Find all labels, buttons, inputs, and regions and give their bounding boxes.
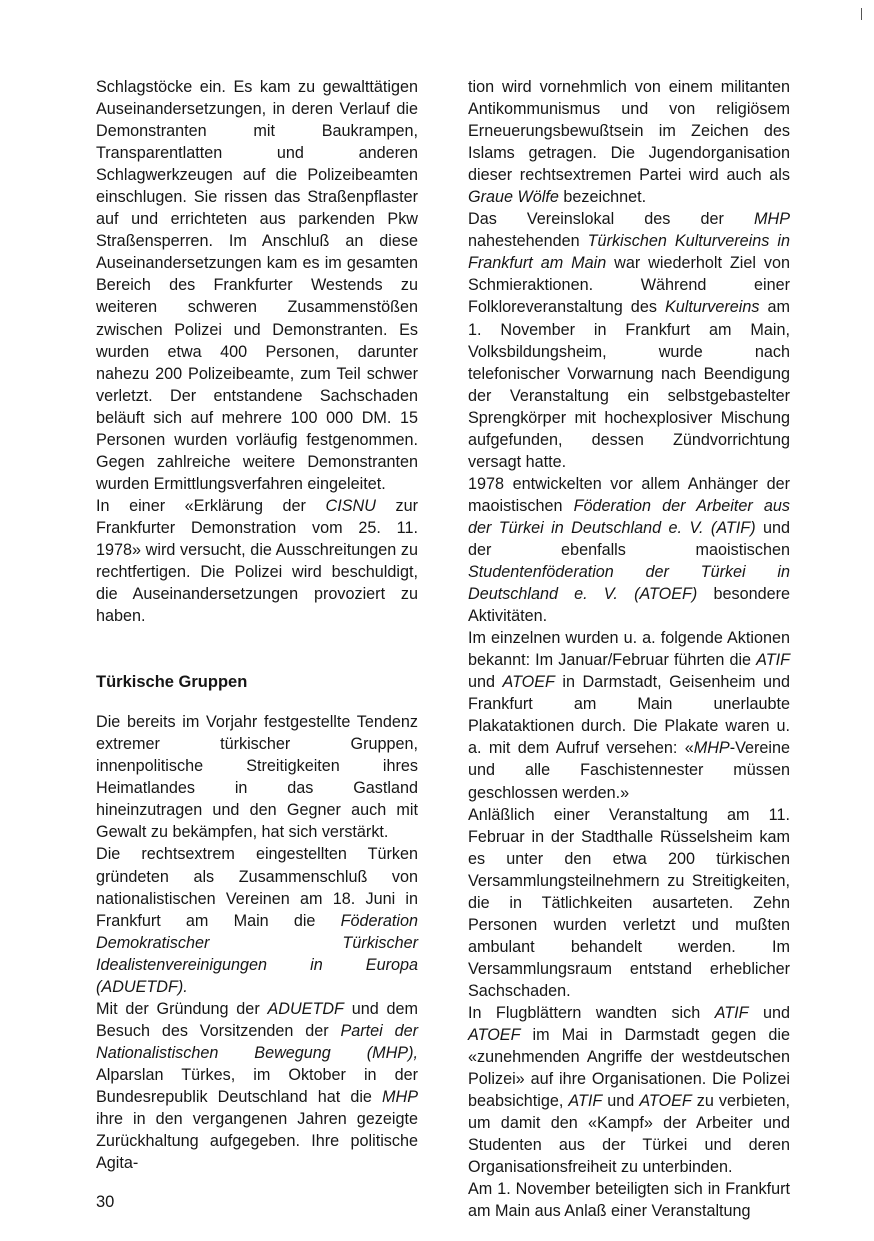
- right-column: [468, 76, 790, 1222]
- paragraph-flyers: In Flugblättern wandten sich ATIF und ATOEF im Mai in Darmstadt gegen die «zunehmenden Angriffe der westdeutschen Polizei» auf ihre Organisationen. Die Polizei beabsichtige, ATIF und ATOEF zu verbieten, um damit den «Kampf» der Arbeiter und Studenten aus der Türkei und deren Organisationsfreiheit zu unterbinden.: [468, 1003, 790, 1177]
- section-spacer: [96, 627, 418, 671]
- paragraph-cisnu-statement: In einer «Erklärung der CISNU zur Frankfurter Demonstration vom 25. 11. 1978» wird versucht, die Ausschreitungen zu rechtfertigen. Die Polizei wird beschuldigt, die Auseinandersetzungen provoziert zu haben.: [96, 496, 418, 626]
- paragraph-agitation: tion wird vornehmlich von einem militanten Antikommunismus und von religiösem Erneuerungsbewußtsein im Zeichen des Islams getragen. Die Jugendorganisation dieser rechtsextremen Partei wird auch als Graue Wölfe bezeichnet.: [468, 78, 790, 207]
- paragraph-aduetdf-founding: Die rechtsextrem eingestellten Türken gründeten als Zusammenschluß von nationalistischen Vereinen am 18. Juni in Frankfurt am Main die Föderation Demokratischer Türkischer Idealistenvereinigungen in Europa (ADUETDF).: [96, 845, 418, 996]
- paragraph-kulturverein: Das Vereinslokal des der MHP nahestehenden Türkischen Kulturvereins in Frankfurt am Main war wiederholt Ziel von Schmieraktionen. Während einer Folkloreveranstaltung des Kulturvereins am 1. November in Frankfurt am Main, Volksbildungsheim, wurde nach telefonischer Vorwarnung nach Beendigung der Veranstaltung ein selbstgebastelter Sprengkörper mit hochexplosiver Mischung aufgefunden, dessen Zündvorrichtung versagt hatte.: [468, 210, 790, 471]
- paragraph-mhp-visit: Mit der Gründung der ADUETDF und dem Besuch des Vorsitzenden der Partei der Nationalistischen Bewegung (MHP), Alparslan Türkes, im Oktober in der Bundesrepublik Deutschland hat die MHP ihre in den vergangenen Jahren gezeigte Zurückhaltung aufgegeben. Ihre politische Agita-: [96, 999, 418, 1173]
- heading-spacer: [96, 693, 418, 711]
- scan-edge-mark: [861, 8, 862, 20]
- paragraph-ruesselsheim: Anläßlich einer Veranstaltung am 11. Februar in der Stadthalle Rüsselsheim kam es unter den etwa 200 türkischen Versammlungsteilnehmern zu Streitigkeiten, die in Tätlichkeiten ausarteten. Zehn Personen wurden verletzt und mußten ambulant behandelt werden. Im Versammlungsraum entstand erheblicher Sachschaden.: [468, 805, 790, 1000]
- paragraph-november: Am 1. November beteiligten sich in Frankfurt am Main aus Anlaß einer Veranstaltung: [468, 1180, 790, 1221]
- paragraph-tendency: Die bereits im Vorjahr festgestellte Tendenz extremer türkischer Gruppen, innenpolitische Streitigkeiten ihres Heimatlandes in das Gastland hineinzutragen und den Gegner auch mit Gewalt zu bekämpfen, hat sich verstärkt.: [96, 713, 418, 842]
- left-column: [96, 76, 418, 1174]
- paragraph-atif-atoef: 1978 entwickelten vor allem Anhänger der maoistischen Föderation der Arbeiter aus der Türkei in Deutschland e. V. (ATIF) und der ebenfalls maoistischen Studentenföderation der Türkei in Deutschland e. V. (ATOEF) besondere Aktivitäten.: [468, 474, 790, 626]
- paragraph-riot-report: Schlagstöcke ein. Es kam zu gewalttätigen Auseinandersetzungen, in deren Verlauf die Demonstranten mit Baukrampen, Transparentlatten und anderen Schlagwerkzeugen auf die Polizeibeamten einschlugen. Sie rissen das Straßenpflaster auf und errichteten aus parkenden Pkw Straßensperren. Im Anschluß an diese Auseinandersetzungen kam es im gesamten Bereich des Frankfurter Westends zu weiteren schweren Zusammenstößen zwischen Polizei und Demonstranten. Es wurden etwa 400 Personen, darunter nahezu 200 Polizeibeamte, zum Teil schwer verletzt. Der entstandene Sachschaden beläuft sich auf mehrere 100 000 DM. 15 Personen wurden vorläufig festgenommen. Gegen zahlreiche weitere Demonstranten wurden Ermittlungsverfahren eingeleitet.: [96, 78, 418, 493]
- section-heading: Türkische Gruppen: [96, 673, 248, 692]
- paragraph-actions: Im einzelnen wurden u. a. folgende Aktionen bekannt: Im Januar/Februar führten die ATIF und ATOEF in Darmstadt, Geisenheim und Frankfurt am Main unerlaubte Plakataktionen durch. Die Plakate waren u. a. mit dem Aufruf versehen: «MHP-Vereine und alle Faschistennester müssen geschlossen werden.»: [468, 629, 790, 802]
- page-number: 30: [96, 1193, 115, 1211]
